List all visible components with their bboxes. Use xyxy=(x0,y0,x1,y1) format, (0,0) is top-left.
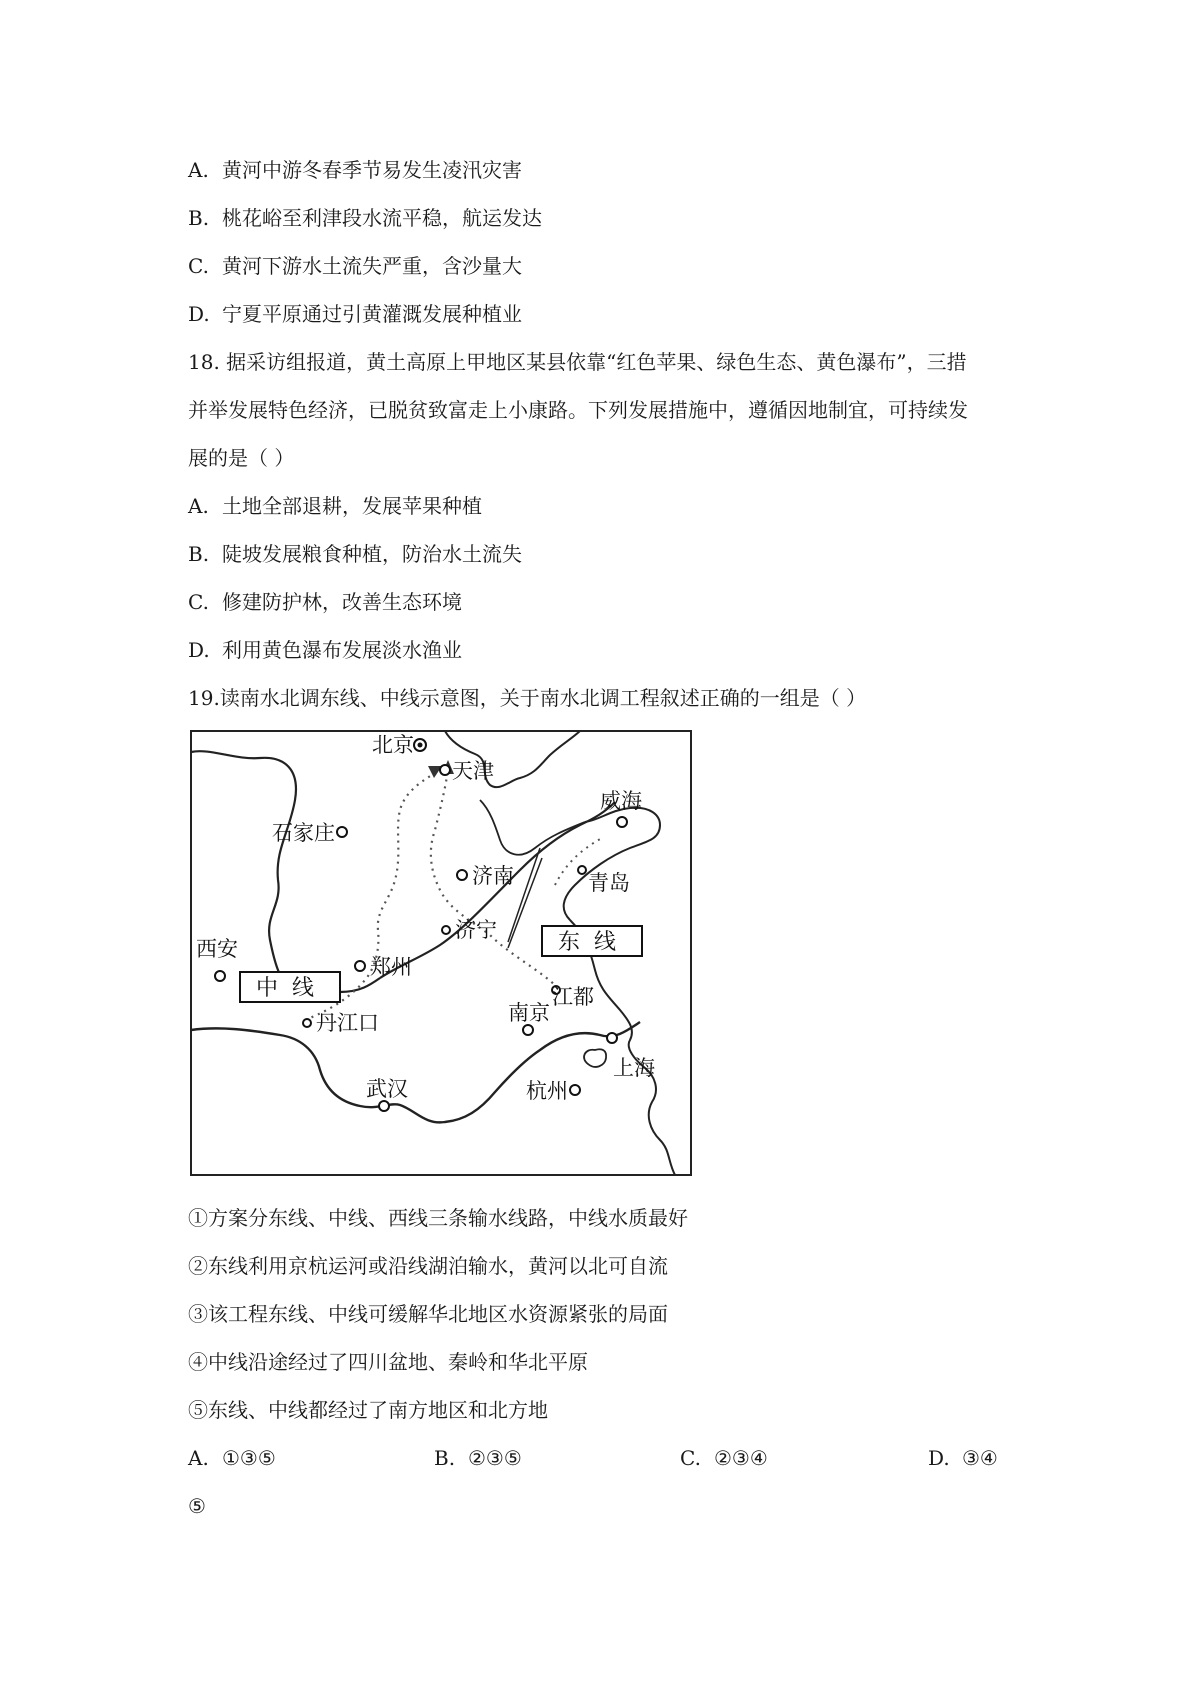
city-label-weihai: 威海 xyxy=(600,789,642,813)
option-text: 黄河中游冬春季节易发生凌汛灾害 xyxy=(222,158,522,182)
option-letter: B. xyxy=(188,542,210,566)
q19-answer-d-wrap: ⑤ xyxy=(188,1494,206,1518)
q19-statement-4: ④中线沿途经过了四川盆地、秦岭和华北平原 xyxy=(188,1350,588,1374)
q18-option-d xyxy=(188,636,462,664)
option-text: 黄河下游水土流失严重，含沙量大 xyxy=(222,254,522,278)
capital-icon-dot xyxy=(418,743,423,748)
answer-letter: A. xyxy=(188,1446,209,1470)
option-text: 宁夏平原通过引黄灌溉发展种植业 xyxy=(222,302,522,326)
city-icon xyxy=(440,765,450,775)
q19-statement-3: ③该工程东线、中线可缓解华北地区水资源紧张的局面 xyxy=(188,1302,668,1326)
option-letter: D. xyxy=(188,638,210,662)
q19-answer-b xyxy=(434,1444,522,1472)
q19-statement-5: ⑤东线、中线都经过了南方地区和北方地 xyxy=(188,1398,548,1422)
lake-taihu xyxy=(584,1049,606,1067)
q18-option-a xyxy=(188,492,482,520)
city-icon xyxy=(457,870,467,880)
city-label-beijing: 北京 xyxy=(372,733,414,757)
option-letter: A. xyxy=(188,494,209,518)
city-icon xyxy=(379,1101,389,1111)
city-label-shijiazhuang: 石家庄 xyxy=(272,821,335,845)
option-letter: A. xyxy=(188,158,209,182)
option-text: 修建防护林，改善生态环境 xyxy=(222,590,462,614)
town-icon xyxy=(442,926,450,934)
east-route-label: 东线 xyxy=(558,930,631,955)
city-label-xian: 西安 xyxy=(196,937,238,961)
q19-answer-d xyxy=(928,1444,998,1472)
q17-option-b xyxy=(188,204,542,232)
city-icon xyxy=(355,961,365,971)
city-label-qingdao: 青岛 xyxy=(588,871,630,895)
city-icon xyxy=(617,817,627,827)
option-text: 利用黄色瀑布发展淡水渔业 xyxy=(222,638,462,662)
city-icon xyxy=(607,1033,617,1043)
answer-text: ③④ xyxy=(962,1446,998,1470)
answer-text: ①③⑤ xyxy=(222,1446,276,1470)
city-icon xyxy=(578,866,586,874)
option-text: 陡坡发展粮食种植，防治水土流失 xyxy=(222,542,522,566)
option-text: 土地全部退耕，发展苹果种植 xyxy=(222,494,482,518)
city-label-nanjing: 南京 xyxy=(508,1001,550,1025)
option-letter: C. xyxy=(188,590,209,614)
answer-letter: C. xyxy=(680,1446,701,1470)
town-icon xyxy=(303,1019,311,1027)
city-icon xyxy=(570,1085,580,1095)
answer-letter: D. xyxy=(928,1446,950,1470)
map-svg xyxy=(190,730,692,1176)
answer-letter: B. xyxy=(434,1446,456,1470)
q17-option-c xyxy=(188,252,522,280)
q18-option-c xyxy=(188,588,462,616)
q18-stem-line-2: 并举发展特色经济，已脱贫致富走上小康路。下列发展措施中，遵循因地制宜，可持续发 xyxy=(188,398,968,422)
q17-option-a xyxy=(188,156,522,184)
city-label-danjiangkou: 丹江口 xyxy=(316,1011,379,1035)
city-icon xyxy=(215,971,225,981)
answer-text: ②③④ xyxy=(714,1446,768,1470)
q19-statement-1: ①方案分东线、中线、西线三条输水线路，中线水质最好 xyxy=(188,1206,688,1230)
city-label-tianjin: 天津 xyxy=(452,759,494,783)
q19-answer-c xyxy=(680,1444,768,1472)
middle-route-label: 中线 xyxy=(256,976,329,1001)
city-icon xyxy=(523,1025,533,1035)
city-label-jinan: 济南 xyxy=(472,864,514,888)
option-letter: D. xyxy=(188,302,210,326)
option-text: 桃花峪至利津段水流平稳，航运发达 xyxy=(222,206,542,230)
q19-stem: 19.读南水北调东线、中线示意图，关于南水北调工程叙述正确的一组是（ ） xyxy=(188,686,867,710)
city-label-jining: 济宁 xyxy=(455,918,497,942)
q18-stem-line-3: 展的是（ ） xyxy=(188,446,295,470)
city-label-shanghai: 上海 xyxy=(613,1056,655,1080)
city-label-zhengzhou: 郑州 xyxy=(370,955,412,979)
q19-answer-a xyxy=(188,1444,276,1472)
city-label-hangzhou: 杭州 xyxy=(526,1079,568,1103)
city-label-jiangdu: 江都 xyxy=(552,985,594,1009)
q19-statement-2: ②东线利用京杭运河或沿线湖泊输水，黄河以北可自流 xyxy=(188,1254,668,1278)
option-letter: C. xyxy=(188,254,209,278)
q18-option-b xyxy=(188,540,522,568)
answer-text: ②③⑤ xyxy=(468,1446,522,1470)
q18-stem-line-1: 18. 据采访组报道，黄土高原上甲地区某县依靠“红色苹果、绿色生态、黄色瀑布”，三措 xyxy=(188,350,967,374)
city-label-wuhan: 武汉 xyxy=(366,1077,408,1101)
south-north-water-diversion-map xyxy=(190,730,692,1176)
option-letter: B. xyxy=(188,206,210,230)
q17-option-d xyxy=(188,300,522,328)
city-icon xyxy=(337,827,347,837)
